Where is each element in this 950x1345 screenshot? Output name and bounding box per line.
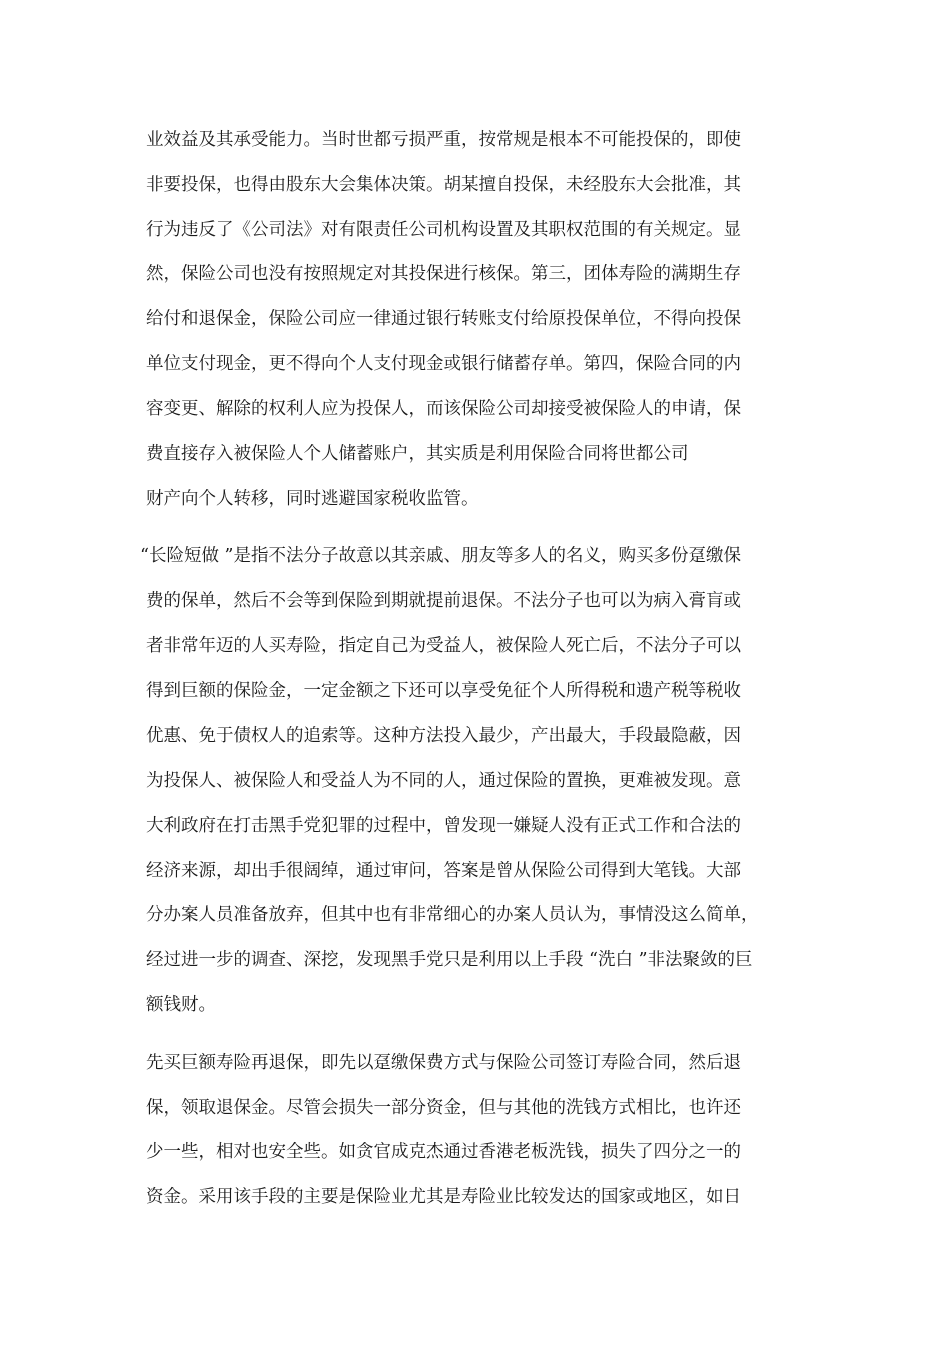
paragraph-2-line-8: 经济来源，却出手很阔绰，通过审问，答案是曾从保险公司得到大笔钱。大部 <box>146 861 741 881</box>
paragraph-1-line-2: 非要投保，也得由股东大会集体决策。胡某擅自投保，未经股东大会批准，其 <box>146 175 741 195</box>
paragraph-2-line-7: 大利政府在打击黑手党犯罪的过程中，曾发现一嫌疑人没有正式工作和合法的 <box>146 816 741 836</box>
paragraph-1-line-5: 给付和退保金，保险公司应一律通过银行转账支付给原投保单位，不得向投保 <box>146 309 741 329</box>
paragraph-2-line-6: 为投保人、被保险人和受益人为不同的人，通过保险的置换，更难被发现。意 <box>146 771 741 791</box>
paragraph-1-line-8: 费直接存入被保险人个人储蓄账户，其实质是利用保险合同将世都公司 <box>146 444 689 464</box>
paragraph-1-line-3: 行为违反了《公司法》对有限责任公司机构设置及其职权范围的有关规定。显 <box>146 220 741 240</box>
paragraph-2-line-2: 费的保单，然后不会等到保险到期就提前退保。不法分子也可以为病入膏肓或 <box>146 591 741 611</box>
paragraph-3-line-1: 先买巨额寿险再退保，即先以趸缴保费方式与保险公司签订寿险合同，然后退 <box>146 1053 741 1073</box>
paragraph-1-line-4: 然，保险公司也没有按照规定对其投保进行核保。第三，团体寿险的满期生存 <box>146 264 741 284</box>
paragraph-2-line-11: 额钱财。 <box>146 995 216 1015</box>
paragraph-3-line-4: 资金。采用该手段的主要是保险业尤其是寿险业比较发达的国家或地区，如日 <box>146 1187 741 1207</box>
paragraph-1-line-9: 财产向个人转移，同时逃避国家税收监管。 <box>146 489 479 509</box>
paragraph-1-line-7: 容变更、解除的权利人应为投保人，而该保险公司却接受被保险人的申请，保 <box>146 399 741 419</box>
paragraph-2-line-4: 得到巨额的保险金，一定金额之下还可以享受免征个人所得税和遗产税等税收 <box>146 681 741 701</box>
paragraph-2-line-5: 优惠、免于债权人的追索等。这种方法投入最少，产出最大，手段最隐蔽，因 <box>146 726 741 746</box>
paragraph-1-line-6: 单位支付现金，更不得向个人支付现金或银行储蓄存单。第四，保险合同的内 <box>146 354 741 374</box>
paragraph-2-line-10: 经过进一步的调查、深挖，发现黑手党只是利用以上手段 “洗白 ”非法聚敛的巨 <box>146 950 753 970</box>
paragraph-3-line-2: 保，领取退保金。尽管会损失一部分资金，但与其他的洗钱方式相比，也许还 <box>146 1098 741 1118</box>
paragraph-3-line-3: 少一些，相对也安全些。如贪官成克杰通过香港老板洗钱，损失了四分之一的 <box>146 1142 741 1162</box>
paragraph-1-line-1: 业效益及其承受能力。当时世都亏损严重，按常规是根本不可能投保的，即使 <box>146 130 741 150</box>
paragraph-2-line-9: 分办案人员准备放弃，但其中也有非常细心的办案人员认为，事情没这么简单， <box>146 905 759 925</box>
paragraph-2-line-3: 者非常年迈的人买寿险，指定自己为受益人，被保险人死亡后，不法分子可以 <box>146 636 741 656</box>
paragraph-2-line-1: “长险短做 ”是指不法分子故意以其亲戚、朋友等多人的名义，购买多份趸缴保 <box>140 546 741 566</box>
